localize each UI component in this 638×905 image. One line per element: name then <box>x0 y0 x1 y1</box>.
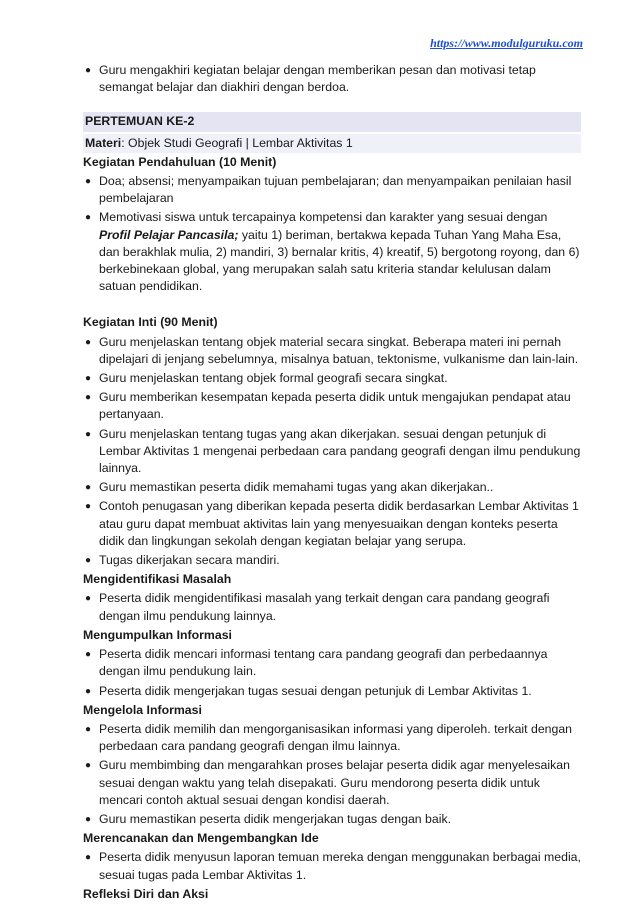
list-item-text: Guru memberikan kesempatan kepada peserta didik untuk mengajukan pendapat atau pertanyaan. <box>99 390 571 422</box>
list-item <box>83 173 581 207</box>
spacer <box>83 297 581 313</box>
bullet-icon: ● <box>85 852 92 864</box>
list-item-text: Doa; absensi; menyampaikan tujuan pembelajaran; dan menyampaikan penilaian hasil pembelajaran <box>99 174 572 206</box>
list-item <box>83 426 581 478</box>
bullet-icon: ● <box>85 482 92 494</box>
bullet-icon: ● <box>85 176 92 188</box>
materi-label: Materi <box>85 135 122 150</box>
section-heading-mengelola: Mengelola Informasi <box>83 702 202 717</box>
bullet-icon: ● <box>85 813 92 825</box>
list-item-text: Peserta didik memilih dan mengorganisasikan informasi yang diperoleh. terkait dengan perbedaan cara pandang geografi dengan ilmu lainnya. <box>99 721 573 754</box>
list-item <box>83 721 581 755</box>
list-item-text: Guru memastikan peserta didik memahami tugas yang akan dikerjakan.. <box>99 480 494 495</box>
list-item-text: Contoh penugasan yang diberikan kepada peserta didik berdasarkan Lembar Aktivitas 1 atau guru dapat membuat aktivitas lain yang menyesuaikan dengan konteks peserta didik dan lingkungan sekolah dengan kegiatan belajar yang serupa. <box>99 499 579 548</box>
list-item <box>83 552 581 569</box>
bullet-icon: ● <box>85 501 92 513</box>
list-item-text: Peserta didik mengidentifikasi masalah yang terkait dengan cara pandang geografi dengan ilmu pendukung lainnya. <box>99 591 550 623</box>
pendahuluan-list <box>83 173 581 295</box>
materi-value: : Objek Studi Geografi | Lembar Aktivitas 1 <box>121 135 353 150</box>
list-item-text: Guru menjelaskan tentang objek material secara singkat. Beberapa materi ini pernah dipelajari di jenjang sebelumnya, misalnya batuan, tektonisme, vulkanisme dan lain-lain. <box>99 334 579 366</box>
list-item <box>83 498 581 550</box>
bullet-icon: ● <box>85 65 92 76</box>
bullet-icon: ● <box>85 760 92 772</box>
bullet-icon: ● <box>85 392 92 404</box>
list-item <box>83 209 581 295</box>
list-item-text: Guru menjelaskan tentang tugas yang akan dikerjakan. sesuai dengan petunjuk di Lembar Aktivitas 1 mengenai perbedaan cara pandang geografi dengan ilmu pendukung lainnya. <box>99 426 581 476</box>
section-heading-mengidentifikasi: Mengidentifikasi Masalah <box>83 572 232 587</box>
list-item <box>83 62 581 96</box>
bullet-icon: ● <box>85 685 92 697</box>
section-heading-merencanakan: Merencanakan dan Mengembangkan Ide <box>83 831 319 846</box>
list-item-text: Tugas dikerjakan secara mandiri. <box>99 553 280 568</box>
list-item-text: Peserta didik mengerjakan tugas sesuai dengan petunjuk di Lembar Aktivitas 1. <box>99 683 532 698</box>
mengumpulkan-list <box>83 646 581 700</box>
list-item <box>83 849 581 883</box>
list-item-text: Guru menjelaskan tentang objek formal geografi secara singkat. <box>99 371 448 386</box>
header-url-link[interactable]: https://www.modulguruku.com <box>430 36 583 50</box>
list-item <box>83 646 581 680</box>
bullet-icon: ● <box>85 336 92 348</box>
list-item-text: Guru memastikan peserta didik mengerjakan tugas dengan baik. <box>99 811 452 826</box>
bullet-icon: ● <box>85 723 92 735</box>
list-item <box>83 811 581 828</box>
bullet-icon: ● <box>85 593 92 605</box>
list-item <box>83 389 581 423</box>
profil-pancasila-emphasis: Profil Pelajar Pancasila; <box>99 227 239 242</box>
materi-row <box>83 134 581 153</box>
list-item <box>83 757 581 809</box>
list-item <box>83 683 581 700</box>
document-content <box>83 62 581 905</box>
list-item-text: Peserta didik menyusun laporan temuan mereka dengan menggunakan berbagai media, sesuai tugas pada Lembar Aktivitas 1. <box>99 850 581 882</box>
mengidentifikasi-list <box>83 590 581 624</box>
inti-list <box>83 334 581 570</box>
bullet-icon: ● <box>85 428 92 440</box>
bullet-icon: ● <box>85 373 92 385</box>
list-item-text: Memotivasi siswa untuk tercapainya kompetensi dan karakter yang sesuai dengan <box>99 210 548 225</box>
intro-list <box>83 62 581 96</box>
list-item <box>83 479 581 496</box>
list-item <box>83 370 581 387</box>
list-item-text: Peserta didik mencari informasi tentang cara pandang geografi dan perbedaannya dengan ilmu pendukung lain. <box>99 647 548 679</box>
list-item <box>83 334 581 368</box>
bullet-icon: ● <box>85 212 92 224</box>
list-item <box>83 590 581 624</box>
bullet-icon: ● <box>85 555 92 567</box>
section-heading-inti: Kegiatan Inti (90 Menit) <box>83 315 218 330</box>
mengelola-list <box>83 721 581 828</box>
section-heading-refleksi: Refleksi Diri dan Aksi <box>83 886 209 901</box>
list-item-text: yaitu 1) beriman, bertakwa kepada Tuhan Yang Maha Esa, dan berakhlak mulia, 2) mandiri, 3) bernalar kritis, 4) kreatif, 5) bergotong royong, dan 6) berkebinekaan global, yang merupakan salah satu kriteria standar kelulusan dalam satuan pendidikan. <box>99 227 580 294</box>
meeting-title: PERTEMUAN KE-2 <box>83 112 581 131</box>
list-item-text: Guru membimbing dan mengarahkan proses belajar peserta didik agar menyelesaikan sesuai dengan waktu yang telah disepakati. Guru mendorong peserta didik untuk mencari contoh aktual sesuai dengan kondisi daerah. <box>99 758 570 807</box>
list-item-text: Guru mengakhiri kegiatan belajar dengan memberikan pesan dan motivasi tetap semangat belajar dan diakhiri dengan berdoa. <box>99 63 536 95</box>
merencanakan-list <box>83 849 581 883</box>
section-heading-pendahuluan: Kegiatan Pendahuluan (10 Menit) <box>83 154 277 169</box>
section-heading-mengumpulkan: Mengumpulkan Informasi <box>83 627 232 642</box>
bullet-icon: ● <box>85 649 92 661</box>
